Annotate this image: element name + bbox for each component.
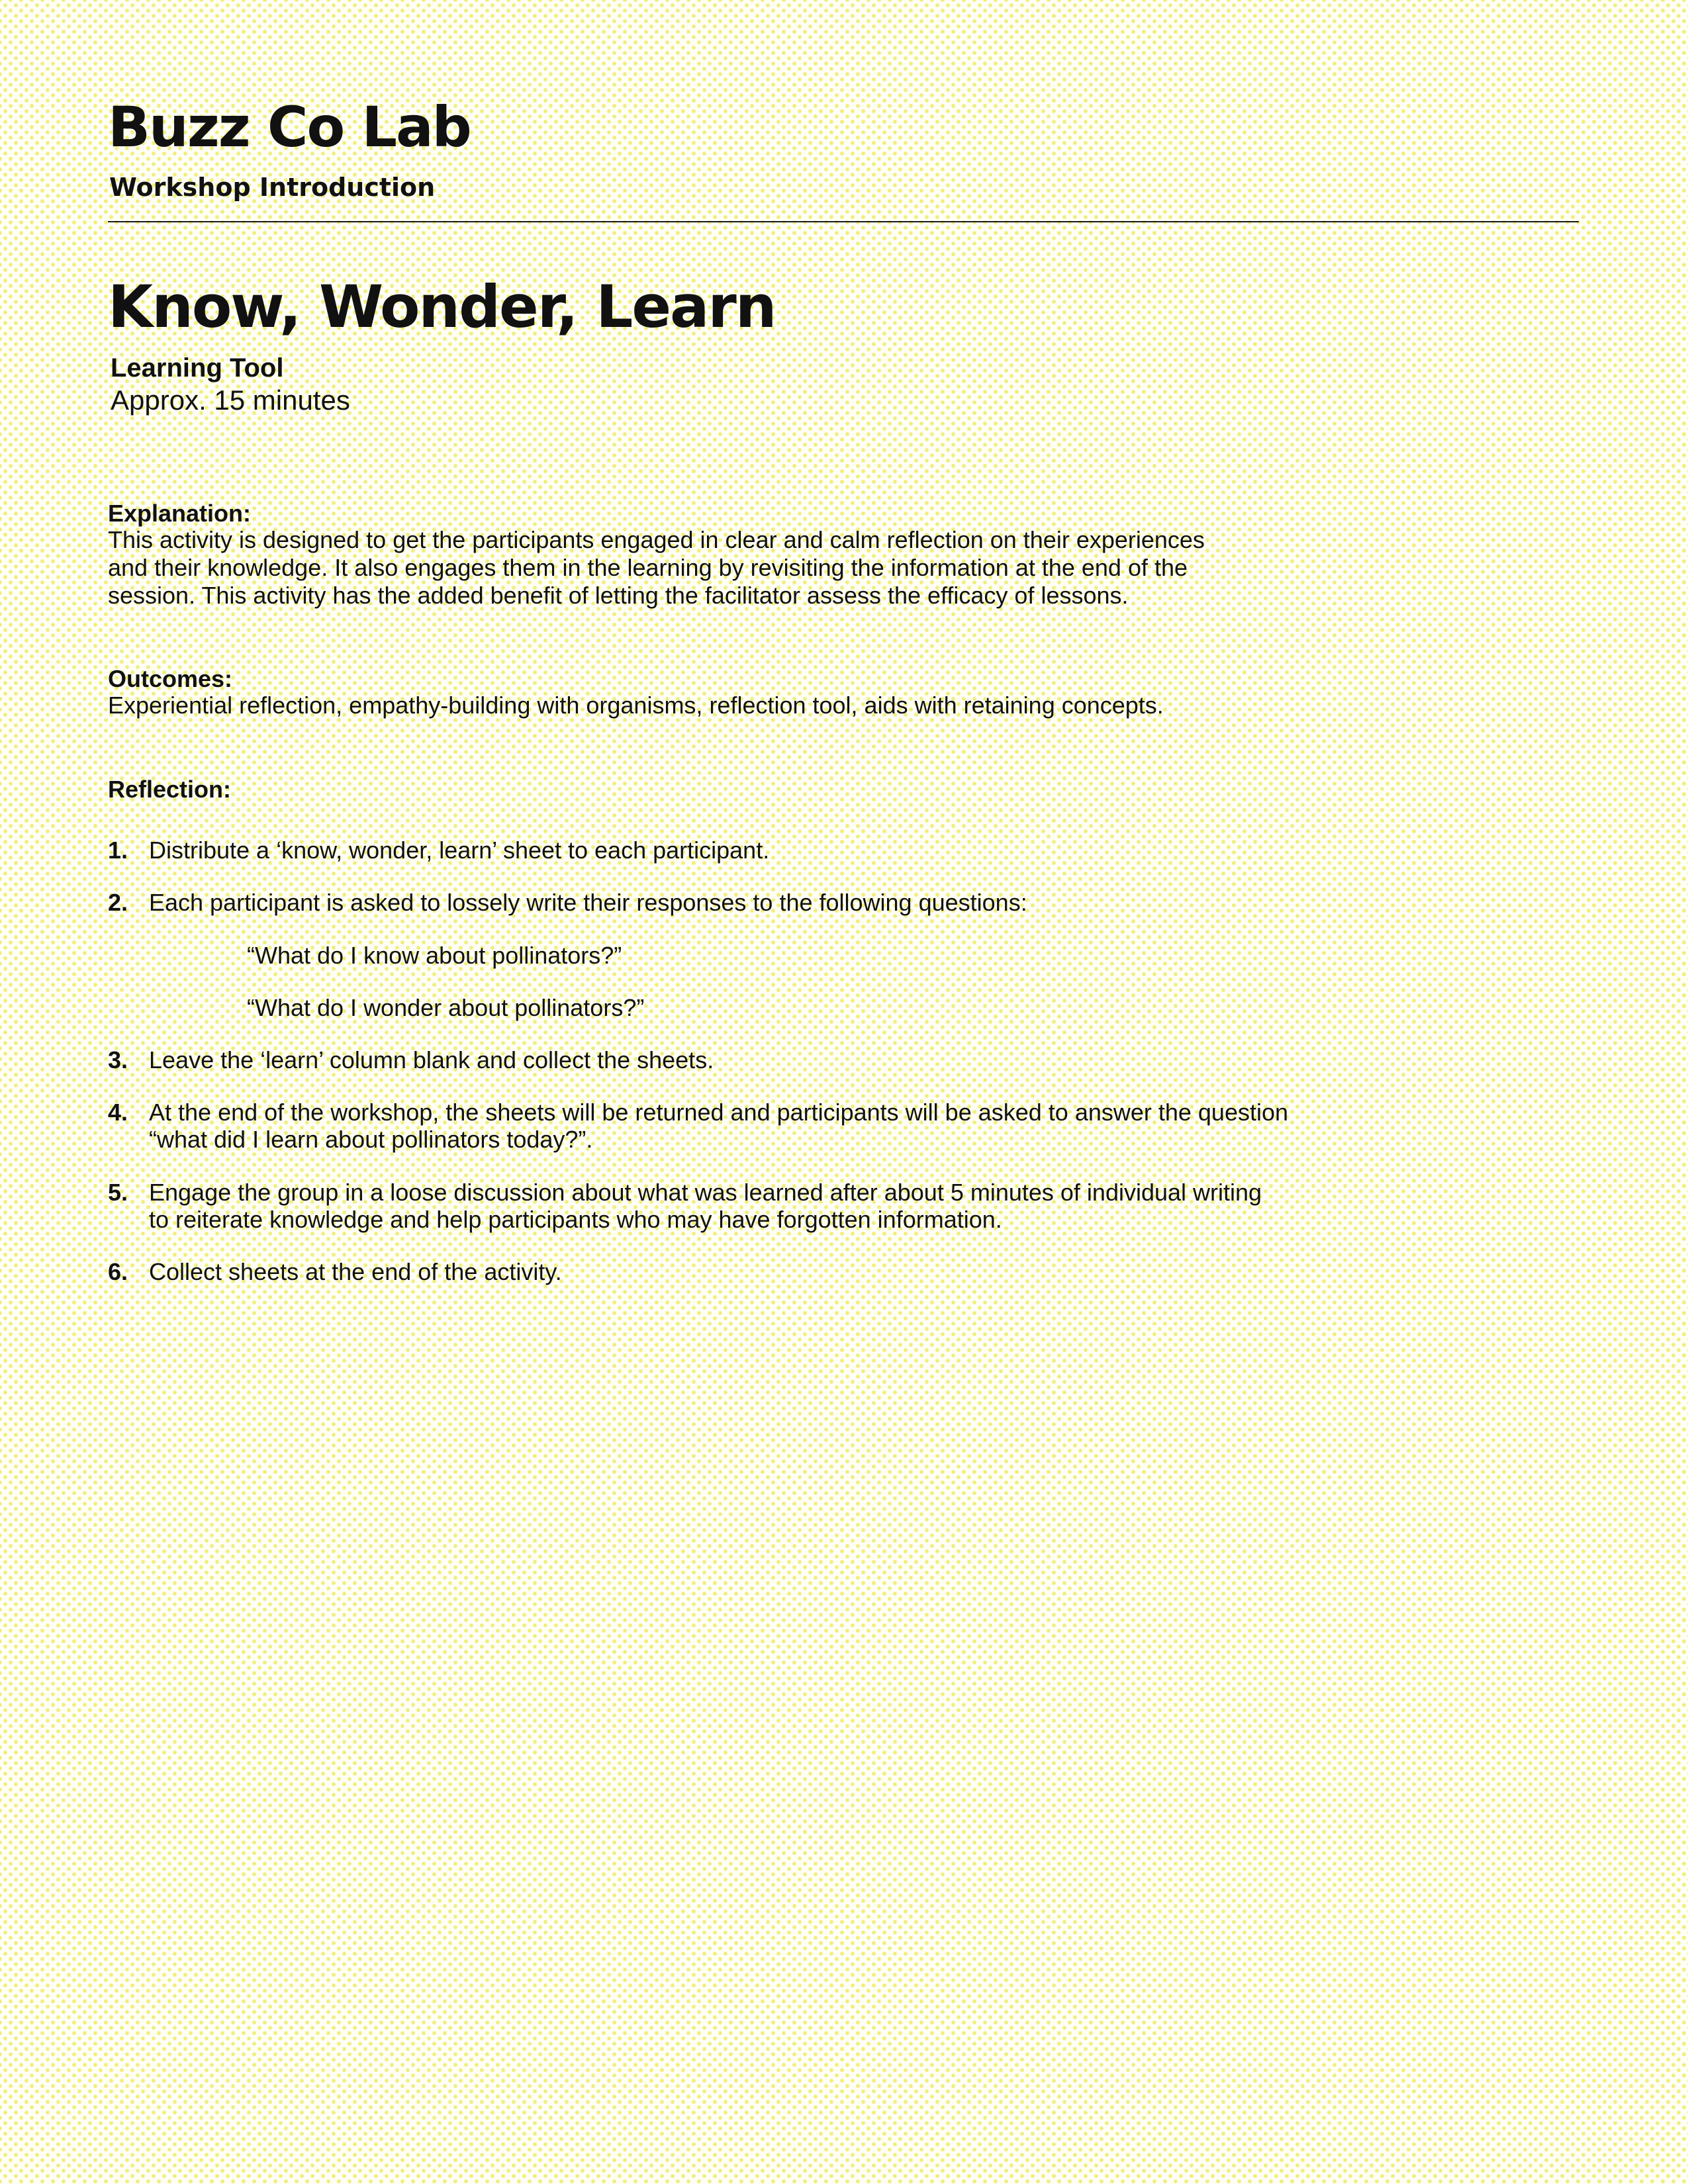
step-line: Leave the ‘learn’ column blank and collect the sheets. xyxy=(149,1046,714,1073)
step-number: 6. xyxy=(108,1258,128,1285)
step-number: 1. xyxy=(108,837,128,864)
step-number: 2. xyxy=(108,889,128,916)
outcomes-paragraph xyxy=(108,692,1438,719)
step-text xyxy=(149,837,769,864)
explanation-line: This activity is designed to get the participants engaged in clear and calm reflection on their experiences xyxy=(108,526,1205,553)
step-line: to reiterate knowledge and help participants who may have forgotten information. xyxy=(149,1206,1002,1233)
step-number: 3. xyxy=(108,1046,128,1073)
question-know: “What do I know about pollinators?” xyxy=(247,942,622,969)
step-text xyxy=(149,1258,562,1285)
step-text xyxy=(149,1046,714,1073)
step-number: 4. xyxy=(108,1099,128,1126)
step-number: 5. xyxy=(108,1179,128,1206)
activity-title: Know, Wonder, Learn xyxy=(108,273,776,341)
step-line: Collect sheets at the end of the activity. xyxy=(149,1258,562,1285)
outcomes-heading: Outcomes: xyxy=(108,665,233,692)
step-text xyxy=(149,1179,1262,1233)
step-line: Each participant is asked to lossely write their responses to the following questions: xyxy=(149,889,1027,916)
explanation-line: session. This activity has the added benefit of letting the facilitator assess the efficacy of lessons. xyxy=(108,582,1129,609)
step-line: Distribute a ‘know, wonder, learn’ sheet to each participant. xyxy=(149,837,770,864)
step-text xyxy=(149,889,1027,916)
activity-duration: Approx. 15 minutes xyxy=(111,385,350,416)
brand-subtitle: Workshop Introduction xyxy=(109,173,436,202)
step-line: “what did I learn about pollinators today?”. xyxy=(149,1126,593,1153)
header-divider xyxy=(108,221,1579,222)
step-line: Engage the group in a loose discussion about what was learned after about 5 minutes of individual writing xyxy=(149,1179,1262,1206)
step-line: At the end of the workshop, the sheets will be returned and participants will be asked to answer the question xyxy=(149,1099,1289,1126)
explanation-heading: Explanation: xyxy=(108,500,252,527)
explanation-line: and their knowledge. It also engages them in the learning by revisiting the information at the end of the xyxy=(108,554,1188,581)
reflection-heading: Reflection: xyxy=(108,776,232,803)
explanation-paragraph xyxy=(108,526,1438,610)
question-wonder: “What do I wonder about pollinators?” xyxy=(247,994,645,1021)
step-text xyxy=(149,1099,1288,1153)
activity-type: Learning Tool xyxy=(111,353,284,383)
outcomes-text: Experiential reflection, empathy-building with organisms, reflection tool, aids with retaining concepts. xyxy=(108,692,1164,719)
brand-title: Buzz Co Lab xyxy=(108,95,471,159)
